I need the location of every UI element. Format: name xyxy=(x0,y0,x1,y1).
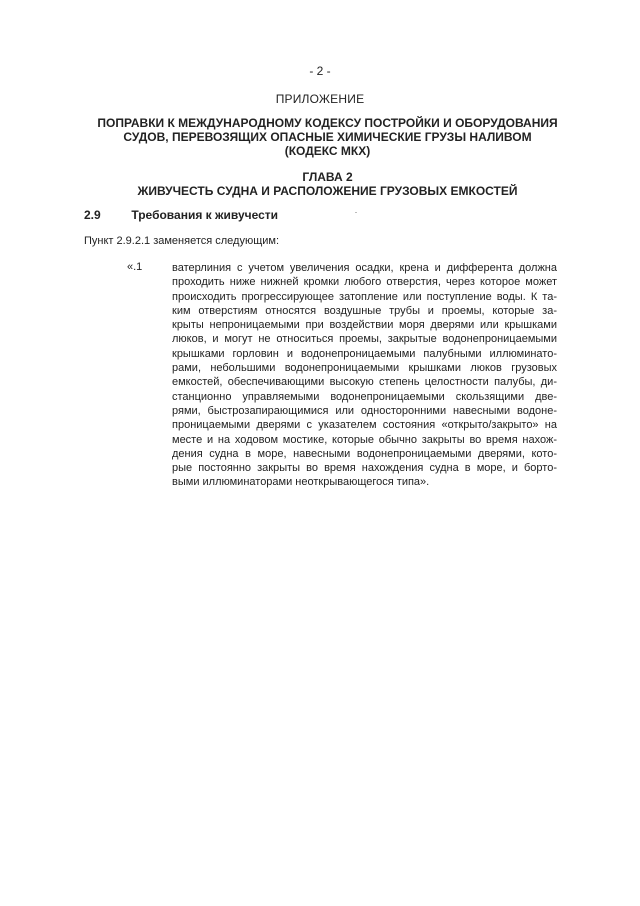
text-line: рами, небольшими водонепроницаемыми крышками люков грузовых xyxy=(172,362,557,375)
page-number: - 2 - xyxy=(309,64,331,78)
text-line: ватерлиния с учетом увеличения осадки, крена и дифферента должна xyxy=(172,262,557,274)
chapter-label: ГЛАВА 2 xyxy=(302,170,353,184)
title-line: СУДОВ, ПЕРЕВОЗЯЩИХ ОПАСНЫЕ ХИМИЧЕСКИЕ ГРУЗЫ НАЛИВОМ xyxy=(123,130,532,144)
section-title: Требования к живучести xyxy=(131,208,279,222)
annex-label: ПРИЛОЖЕНИЕ xyxy=(275,92,365,106)
section-number: 2.9 xyxy=(84,208,101,222)
section-heading xyxy=(84,208,278,222)
text-line: люков, и могут не относиться проемы, закрытые водонепроницаемыми xyxy=(172,333,557,346)
text-line: емкостей, обеспечивающими высокую степень целостности палубы, ди- xyxy=(172,376,557,389)
scan-speck xyxy=(355,212,357,213)
title-line: ПОПРАВКИ К МЕЖДУНАРОДНОМУ КОДЕКСУ ПОСТРОЙКИ И ОБОРУДОВАНИЯ xyxy=(97,116,558,130)
text-line: проходить ниже нижней кромки любого отверстия, через которое может xyxy=(172,276,557,289)
text-line: крыты непроницаемыми при воздействии моря дверями или крышками xyxy=(172,319,557,332)
text-line: месте и на ходовом мостике, которые обычно закрыты во время нахож- xyxy=(172,433,557,446)
item-label: «.1 xyxy=(127,261,143,273)
text-line: проницаемыми дверями с указателем состояния «открыто/закрыто» на xyxy=(172,419,557,432)
intro-paragraph: Пункт 2.9.2.1 заменяется следующим: xyxy=(84,235,280,247)
chapter-heading xyxy=(60,170,595,198)
text-line: дения судна в море, навесными водонепроницаемыми дверями, кото- xyxy=(172,447,557,460)
item-text xyxy=(172,261,557,490)
text-line: происходить прогрессирующее затопление или поступление воды. К та- xyxy=(172,290,557,303)
title-line: (КОДЕКС МКХ) xyxy=(284,144,371,158)
text-line: станционно управляемыми водонепроницаемыми скользящими две- xyxy=(172,390,557,403)
text-line: рые постоянно закрыты во время нахождения судна в море, и борто- xyxy=(172,462,557,475)
text-line: выми иллюминаторами неоткрывающегося типа». xyxy=(172,476,430,489)
text-line: крышками горловин и водонепроницаемыми палубными иллюминато- xyxy=(172,347,557,360)
text-line: ким отверстиям относятся воздушные трубы и проемы, которые за- xyxy=(172,304,557,317)
chapter-title: ЖИВУЧЕСТЬ СУДНА И РАСПОЛОЖЕНИЕ ГРУЗОВЫХ ЕМКОСТЕЙ xyxy=(137,184,518,198)
document-title xyxy=(60,116,595,158)
text-line: рями, быстрозапирающимися или односторонними навесными водоне- xyxy=(172,404,557,417)
